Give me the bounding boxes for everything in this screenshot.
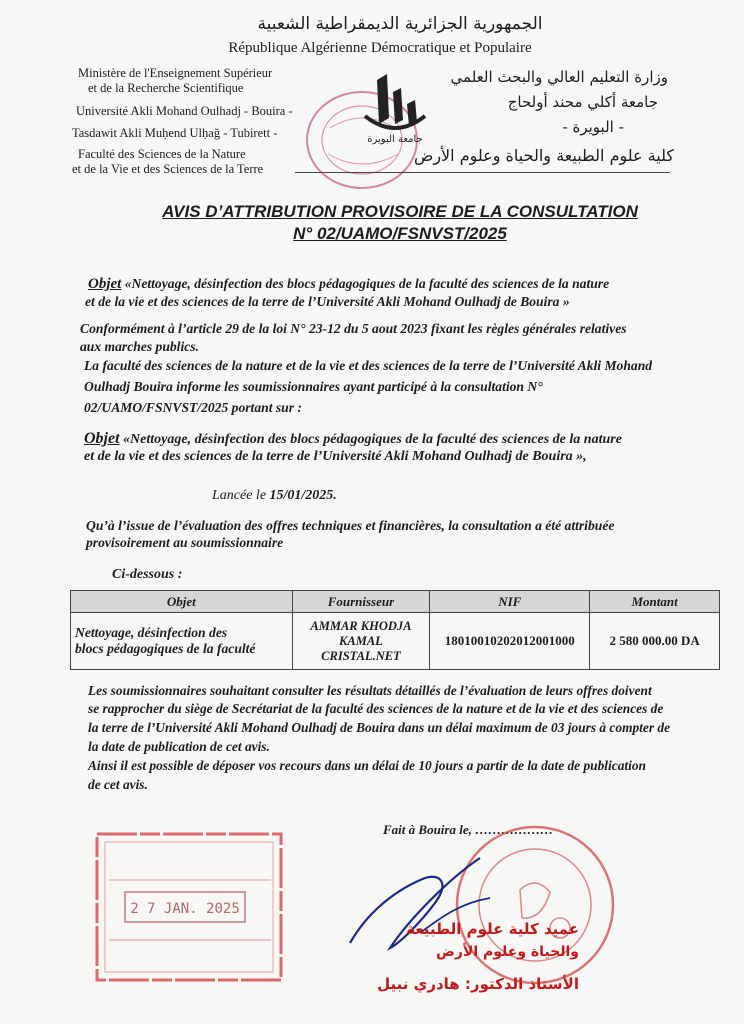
header-objet: Objet (71, 591, 293, 613)
notice-number: N° 02/UAMO/FSNVST/2025 (293, 224, 507, 243)
closing-line6: de cet avis. (88, 777, 148, 792)
cell-montant: 2 580 000.00 DA (590, 613, 720, 670)
objet1-text: «Nettoyage, désinfection des blocs pédagogiques de la faculté des sciences de la nature (124, 276, 610, 291)
fait-a-bouira: Fait à Bouira le, ……………… (383, 822, 554, 837)
fournisseur-line3: CRISTAL.NET (321, 648, 401, 663)
objet-cell-line2: blocs pédagogiques de la faculté (75, 641, 256, 656)
cell-nif: 18010010202012001000 (430, 613, 590, 670)
objet2-line1 (84, 430, 622, 448)
objet-cell-line1: Nettoyage, désinfection des (75, 625, 228, 640)
dean-name: الأستاذ الدكتور: هادري نبيل (377, 975, 579, 993)
header-fournisseur: Fournisseur (292, 591, 430, 613)
header-montant: Montant (590, 591, 720, 613)
university-name: Université Akli Mohand Oulhadj - Bouira - (76, 104, 293, 118)
objet2-label: Objet (84, 430, 120, 447)
closing-line2: se rapprocher du siège de Secrétariat de la faculté des sciences de la nature et de la vie et des sciences de (88, 701, 664, 716)
notice-title: AVIS D’ATTRIBUTION PROVISOIRE DE LA CONSULTATION (162, 202, 638, 221)
reception-stamp-icon (95, 832, 283, 982)
closing-line1: Les soumissionnaires souhaitant consulter les résultats détaillés de l’évaluation de leurs offres doivent (88, 683, 652, 698)
lancee-prefix: Lancée le (212, 488, 267, 503)
objet1-line1 (88, 276, 609, 293)
fournisseur-line2: KAMAL (339, 633, 383, 648)
ministry-line1: Ministère de l'Enseignement Supérieur (78, 66, 273, 80)
objet2-line2: et de la vie et des sciences de la terre de l’Université Akli Mohand Oulhadj de Bouira », (84, 449, 587, 464)
ci-dessous: Ci-dessous : (112, 567, 183, 582)
faculty-para-line3: 02/UAMO/FSNVST/2025 portant sur : (84, 400, 302, 415)
closing-line5: Ainsi il est possible de déposer vos recours dans un délai de 10 jours a partir de la date de publication (88, 758, 646, 773)
header-divider (295, 172, 670, 173)
closing-line4: la date de publication de cet avis. (88, 739, 270, 754)
lancee-line (212, 488, 337, 504)
objet-label: Objet (88, 276, 122, 292)
faculty-arabic: كلية علوم الطبيعة والحياة وعلوم الأرض (413, 146, 674, 165)
fournisseur-line1: AMMAR KHODJA (310, 618, 412, 633)
dean-title-line1: عميد كلية علوم الطبيعة (406, 920, 579, 938)
issue-line2: provisoirement au soumissionnaire (86, 535, 284, 550)
city-arabic: - البويرة - (562, 118, 624, 136)
dean-title-line2: والحياة وعلوم الأرض (436, 944, 579, 960)
table-row (71, 613, 720, 670)
lancee-date: 15/01/2025. (269, 488, 337, 503)
objet1-line2: et de la vie et des sciences de la terre de l’Université Akli Mohand Oulhadj de Bouira » (85, 294, 570, 309)
university-logo-icon (355, 70, 435, 146)
ministry-arabic: وزارة التعليم العالي والبحث العلمي (450, 68, 668, 86)
university-arabic: جامعة أكلي محند أولحاج (507, 93, 658, 111)
logo-caption: جامعة البويرة (367, 134, 423, 145)
header-french-republic: République Algérienne Démocratique et Populaire (228, 40, 532, 56)
conformement-line2: aux marches publics. (80, 339, 199, 354)
objet2-text: «Nettoyage, désinfection des blocs pédagogiques de la faculté des sciences de la nature (123, 432, 622, 447)
faculty-line1: Faculté des Sciences de la Nature (78, 147, 246, 161)
stamp-date: 2 7 JAN. 2025 (130, 901, 240, 917)
header-arabic-republic: الجمهورية الجزائرية الديمقراطية الشعبية (257, 14, 543, 34)
faculty-para-line2: Oulhadj Bouira informe les soumissionnaires ayant participé à la consultation N° (84, 379, 543, 394)
table-header-row (71, 591, 720, 613)
award-table (70, 590, 720, 670)
faculty-line2: et de la Vie et des Sciences de la Terre (72, 162, 264, 176)
ministry-line2: et de la Recherche Scientifique (88, 81, 244, 95)
cell-objet (71, 613, 293, 670)
conformement-line1: Conformément à l’article 29 de la loi N° 23-12 du 5 aout 2023 fixant les règles générales relatives (80, 321, 627, 336)
closing-line3: la terre de l’Université Akli Mohand Oulhadj de Bouira dans un délai maximum de 03 jours à compter de (88, 720, 671, 735)
university-kabyle: Tasdawit Akli Muḥend Ulḥağ - Tubirett - (72, 126, 278, 140)
issue-line1: Qu’à l’issue de l’évaluation des offres techniques et financières, la consultation a été attribuée (86, 518, 615, 533)
faculty-para-line1: La faculté des sciences de la nature et de la vie et des sciences de la terre de l’Université Akli Mohand (84, 358, 653, 373)
header-nif: NIF (430, 591, 590, 613)
cell-fournisseur (292, 613, 430, 670)
